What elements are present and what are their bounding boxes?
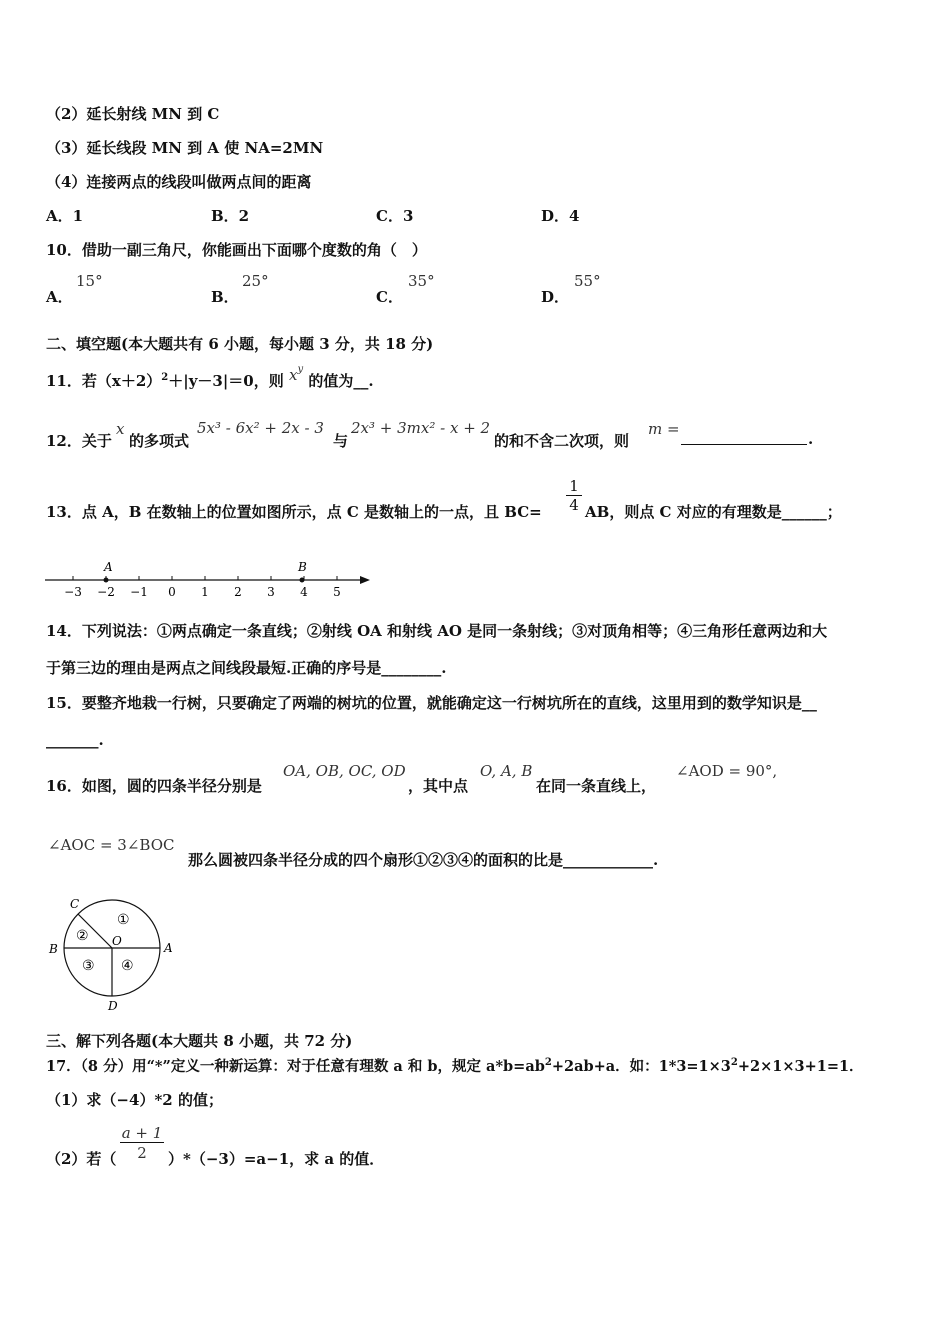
point-b-dot xyxy=(300,578,305,583)
q12-end: . xyxy=(808,430,814,448)
q10-option-c-label: C． xyxy=(376,288,403,306)
q10-option-c xyxy=(376,286,403,307)
q11-suffix: 的值为__. xyxy=(308,372,374,390)
q17-stem-a: 17．（8 分）用“*”定义一种新运算：对于任意有理数 a 和 b，规定 a*b=ab xyxy=(46,1058,545,1075)
q17-fraction xyxy=(120,1124,164,1163)
q13-fraction xyxy=(566,478,582,514)
q12-var: x xyxy=(116,420,125,438)
q10-option-d-label: D． xyxy=(541,288,570,306)
q15-line1: 15．要整齐地栽一行树，只要确定了两端的树坑的位置，就能确定这一行树坑所在的直线，这里用到的数学知识是__ xyxy=(46,694,817,712)
q10-option-c-angle: 35° xyxy=(408,272,435,290)
q10-option-a-angle: 15° xyxy=(76,272,103,290)
q16-suffix: 那么圆被四条半径分成的四个扇形①②③④的面积的比是____________. xyxy=(188,851,659,869)
number-line-tick-label: −2 xyxy=(97,585,115,599)
q17-stem-c: +2×1×3+1=1． xyxy=(737,1058,864,1075)
q16-mid2: 在同一条直线上， xyxy=(536,777,657,795)
q12-m-eq: m = xyxy=(648,420,680,438)
q15-line2: _______. xyxy=(46,731,104,749)
q16-prefix: 16．如图，圆的四条半径分别是 xyxy=(46,777,262,795)
q9-statement-4: （4）连接两点的线段叫做两点间的距离 xyxy=(46,173,312,191)
q9-statement-3: （3）延长线段 MN 到 A 使 NA=2MN xyxy=(46,139,324,157)
sector-2-label: ② xyxy=(76,928,89,944)
q16-angle1: ∠AOD = 90°, xyxy=(676,762,778,780)
q10-option-a xyxy=(46,286,73,307)
point-b-label: B xyxy=(298,560,307,574)
number-line-tick-label: 3 xyxy=(267,585,275,599)
q12-poly2: 2x³ + 3mx² - x + 2 xyxy=(351,419,491,437)
sector-3-label: ③ xyxy=(82,958,95,974)
circle-label-o: O xyxy=(112,934,122,948)
number-line xyxy=(40,558,380,602)
q9-option-d: D．4 xyxy=(541,207,580,225)
q17-frac-den: 2 xyxy=(120,1142,164,1163)
q9-statement-2: （2）延长射线 MN 到 C xyxy=(46,105,220,123)
circle-label-a: A xyxy=(164,941,173,955)
q16-points: O, A, B xyxy=(480,762,533,780)
q13-frac-den: 4 xyxy=(566,495,582,514)
q12-mid3: 的和不含二次项，则 xyxy=(494,432,630,450)
circle-figure xyxy=(44,892,184,1018)
sector-1-label: ① xyxy=(117,912,130,928)
point-a-label: A xyxy=(104,560,113,574)
q13-prefix: 13．点 A，B 在数轴上的位置如图所示，点 C 是数轴上的一点，且 BC= xyxy=(46,503,542,521)
q16-mid: ，其中点 xyxy=(408,777,469,795)
q11-prefix: 11．若（x＋2） xyxy=(46,372,162,390)
q17-part2-suffix: ）*（−3）=a−1，求 a 的值． xyxy=(168,1150,385,1168)
q10-option-b-angle: 25° xyxy=(242,272,269,290)
q16-radii: OA, OB, OC, OD xyxy=(283,762,406,780)
q17-stem-sup2: 2 xyxy=(730,1057,738,1069)
q13-frac-num: 1 xyxy=(569,477,579,495)
q9-option-b: B．2 xyxy=(211,207,250,225)
q17-stem-sup1: 2 xyxy=(544,1057,552,1069)
point-a-dot xyxy=(104,578,109,583)
q12-answer-blank xyxy=(681,430,807,445)
circle-label-b: B xyxy=(49,942,58,956)
q14-line2: 于第三边的理由是两点之间线段最短.正确的序号是________. xyxy=(46,659,447,677)
q12-poly1: 5x³ - 6x² + 2x - 3 xyxy=(197,419,324,437)
q11-square: 2 xyxy=(161,372,169,383)
number-line-tick-label: 4 xyxy=(300,585,308,599)
number-line-tick-label: −1 xyxy=(130,585,148,599)
number-line-arrow xyxy=(360,576,370,584)
number-line-tick-label: 2 xyxy=(234,585,242,599)
number-line-tick-label: −3 xyxy=(64,585,82,599)
q10-option-d xyxy=(541,286,569,307)
q10-option-b xyxy=(211,286,239,307)
q17-part1: （1）求（−4）*2 的值； xyxy=(46,1091,223,1109)
section3-heading: 三、解下列各题(本大题共 8 小题，共 72 分) xyxy=(46,1032,353,1050)
q17-part2-prefix: （2）若（ xyxy=(46,1150,117,1168)
number-line-tick-label: 0 xyxy=(168,585,176,599)
section2-heading: 二、填空题(本大题共有 6 小题，每小题 3 分，共 18 分) xyxy=(46,335,434,353)
q11-expr-base: x xyxy=(288,366,298,384)
q17-stem-b: +2ab+a．如：1*3=1×3 xyxy=(551,1058,731,1075)
q9-option-a: A．1 xyxy=(46,207,84,225)
q11-mid: ＋|y－3|＝0，则 xyxy=(168,372,284,390)
q10-option-b-label: B． xyxy=(211,288,239,306)
number-line-tick-label: 1 xyxy=(201,585,209,599)
q9-option-c: C．3 xyxy=(376,207,414,225)
q16-angle2: ∠AOC = 3∠BOC xyxy=(48,836,175,854)
q10-option-d-angle: 55° xyxy=(574,272,601,290)
q11-line xyxy=(46,364,374,391)
circle-label-d: D xyxy=(108,999,118,1013)
q12-mid1: 的多项式 xyxy=(129,432,190,450)
q17-frac-num: a + 1 xyxy=(121,1124,163,1142)
number-line-tick-label: 5 xyxy=(333,585,341,599)
q12-prefix: 12．关于 xyxy=(46,432,112,450)
q10-stem: 10．借助一副三角尺，你能画出下面哪个度数的角（ ） xyxy=(46,241,427,259)
q14-line1: 14．下列说法：①两点确定一条直线；②射线 OA 和射线 AO 是同一条射线；③对顶角相等；④三角形任意两边和大 xyxy=(46,622,828,640)
q12-mid2: 与 xyxy=(333,432,349,450)
q17-stem xyxy=(46,1055,864,1076)
q13-suffix: AB，则点 C 对应的有理数是______； xyxy=(585,503,842,521)
sector-4-label: ④ xyxy=(121,958,134,974)
q11-expr-exp: y xyxy=(297,364,304,375)
circle-label-c: C xyxy=(70,897,80,911)
q10-option-a-label: A． xyxy=(46,288,73,306)
